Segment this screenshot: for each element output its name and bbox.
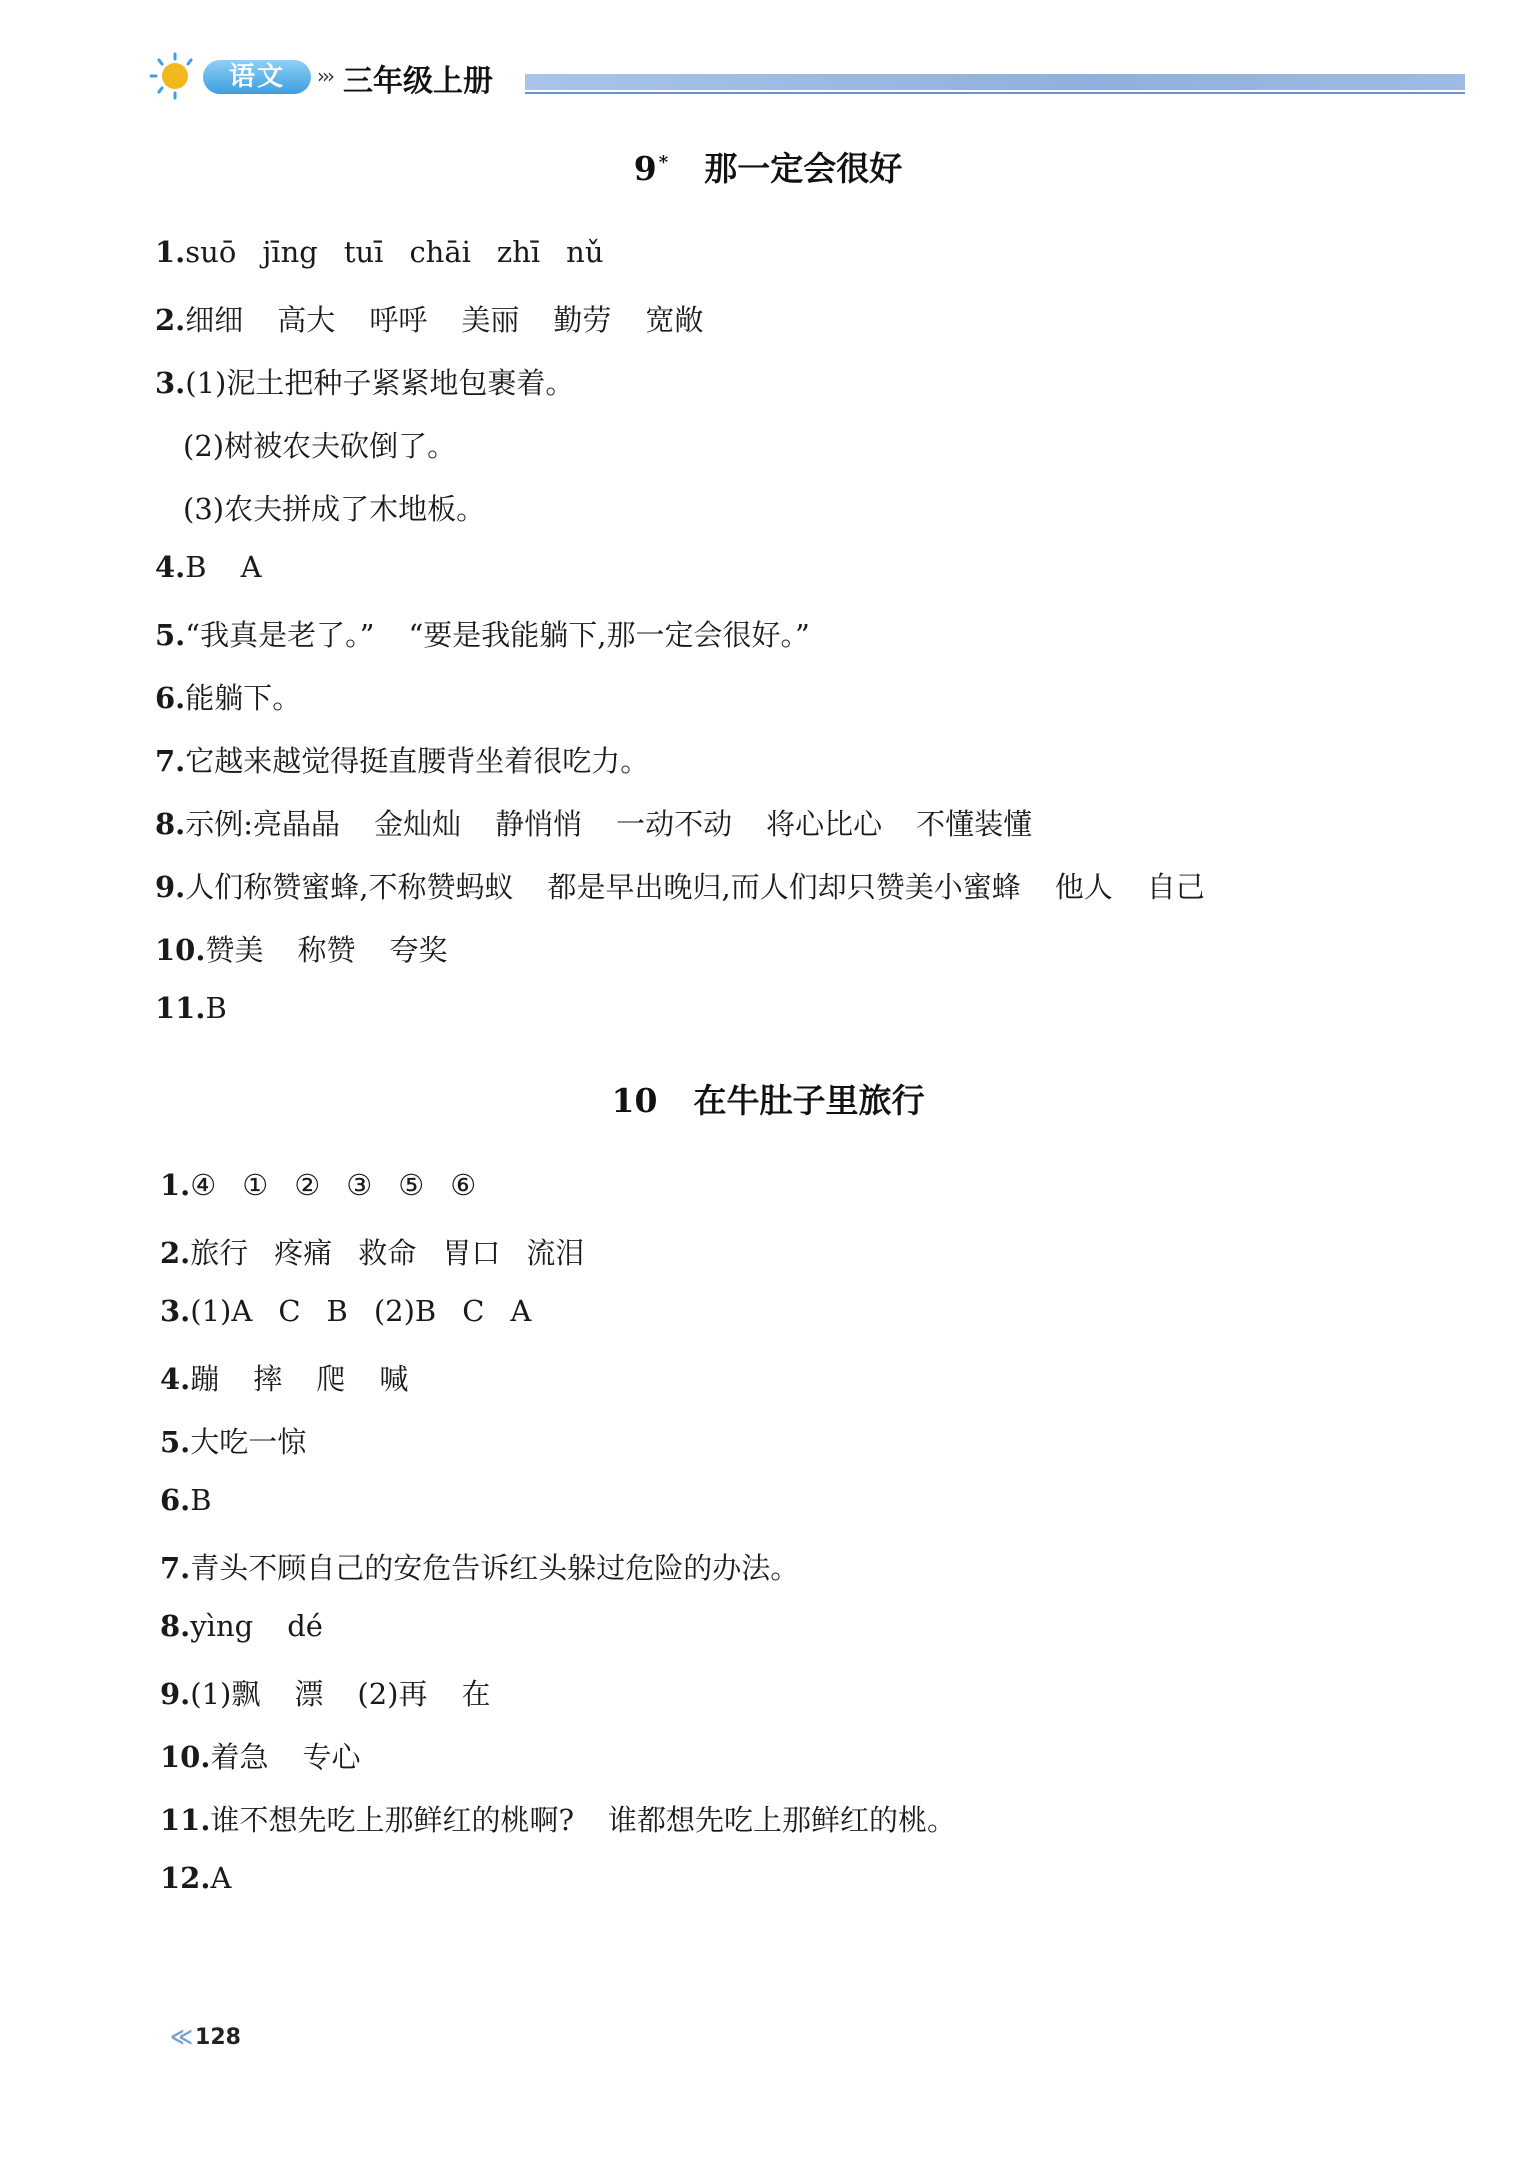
answer-line: 9.(1)飘 漂 (2)再 在 — [160, 1677, 491, 1711]
answer-line: 2.旅行 疼痛 救命 胃口 流泪 — [160, 1236, 585, 1270]
answer-line: 9.人们称赞蜜蜂,不称赞蚂蚁 都是早出晚归,而人们却只赞美小蜜蜂 他人 自己 — [155, 870, 1205, 904]
section-title-10 — [0, 1075, 1536, 1122]
answer-line: (3)农夫拼成了木地板。 — [183, 492, 486, 526]
answer-line: 5.“我真是老了。” “要是我能躺下,那一定会很好。” — [155, 618, 810, 652]
answer-line: 4.B A — [155, 550, 262, 584]
section-title-9 — [0, 143, 1536, 190]
answer-line: 10.着急 专心 — [160, 1740, 361, 1774]
answer-line: 3.(1)A C B (2)B C A — [160, 1294, 532, 1328]
header-bar-line — [525, 92, 1465, 94]
answer-line: (2)树被农夫砍倒了。 — [183, 429, 457, 463]
section-heading: 在牛肚子里旅行 — [693, 1081, 925, 1120]
page-header — [145, 52, 1465, 100]
answer-line: 8.yìng dé — [160, 1609, 323, 1643]
chevron-left-icon: ≪ — [170, 2025, 190, 2050]
header-bar — [525, 74, 1465, 90]
grade-label: 三年级上册 — [343, 64, 493, 99]
page-footer — [170, 2025, 241, 2050]
answer-line: 11.B — [155, 991, 227, 1025]
answer-line: 5.大吃一惊 — [160, 1425, 307, 1459]
answer-line: 4.蹦 摔 爬 喊 — [160, 1362, 409, 1396]
answer-line: 1.suō jīng tuī chāi zhī nǔ — [155, 235, 604, 269]
answer-line: 2.细细 高大 呼呼 美丽 勤劳 宽敞 — [155, 303, 704, 337]
answer-line: 12.A — [160, 1861, 232, 1895]
section-number: 10 — [611, 1081, 658, 1120]
answer-line: 1.④ ① ② ③ ⑤ ⑥ — [160, 1168, 477, 1202]
answer-line: 7.它越来越觉得挺直腰背坐着很吃力。 — [155, 744, 650, 778]
subject-badge: 语文 — [203, 60, 311, 94]
page-number: 128 — [195, 2025, 241, 2050]
answer-line: 6.能躺下。 — [155, 681, 302, 715]
section-number: 9 * — [633, 149, 669, 188]
header-arrows: ››› — [317, 64, 332, 88]
answer-line: 6.B — [160, 1483, 212, 1517]
section-heading: 那一定会很好 — [704, 149, 903, 188]
answer-line: 11.谁不想先吃上那鲜红的桃啊? 谁都想先吃上那鲜红的桃。 — [160, 1803, 957, 1837]
answer-line: 3.(1)泥土把种子紧紧地包裹着。 — [155, 366, 575, 400]
answer-line: 7.青头不顾自己的安危告诉红头躲过危险的办法。 — [160, 1551, 800, 1585]
answer-line: 10.赞美 称赞 夸奖 — [155, 933, 448, 967]
sun-icon — [145, 52, 205, 100]
answer-line: 8.示例:亮晶晶 金灿灿 静悄悄 一动不动 将心比心 不懂装懂 — [155, 807, 1033, 841]
